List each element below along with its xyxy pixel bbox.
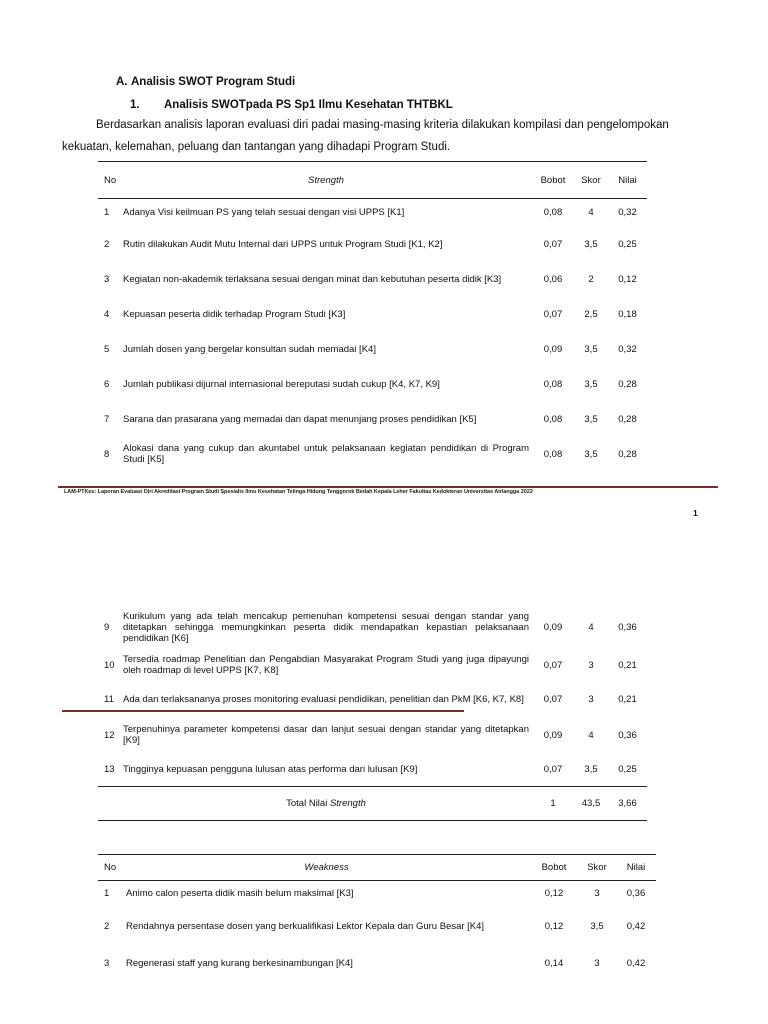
- subsection-heading-text: Analisis SWOTpada PS Sp1 Ilmu Kesehatan THTBKL: [164, 99, 453, 111]
- row-bobot: 0,07: [543, 694, 563, 705]
- intro-paragraph: Berdasarkan analisis laporan evaluasi diri padai masing-masing kriteria dilakukan kompilasi dan pengelompokan kekuatan, kelemahan, peluang dan tantangan yang dihadapi Program Studi.: [62, 119, 669, 153]
- row-skor: 3,5: [590, 921, 604, 932]
- row-skor: 3,5: [584, 378, 598, 390]
- row-number: 5: [104, 343, 110, 355]
- row-nilai: 0,18: [618, 308, 637, 320]
- row-number: 11: [104, 694, 114, 705]
- strength-table-header: [98, 162, 647, 199]
- total-label-em: Strength: [329, 797, 366, 809]
- row-skor: 3: [594, 888, 600, 900]
- row-bobot: 0,09: [543, 621, 563, 633]
- row-bobot: 0,07: [543, 308, 563, 320]
- row-nilai: 0,36: [626, 888, 646, 900]
- table-row: [98, 199, 647, 227]
- total-skor: 43,5: [581, 797, 601, 809]
- section-heading-number: A.: [116, 76, 128, 88]
- table-row: [98, 648, 647, 682]
- row-nilai: 0,42: [626, 958, 646, 969]
- row-skor: 3,5: [584, 238, 598, 250]
- row-description: Tersedia roadmap Penelitian dan Pengabdian Masyarakat Program Studi yang juga dipayungi oleh roadmap di level UPPS [K7, K8]: [123, 654, 529, 676]
- row-description: Animo calon peserta didik masih belum maksimal [K3]: [126, 888, 354, 900]
- row-bobot: 0,07: [543, 763, 563, 775]
- col-header-skor: Skor: [587, 862, 607, 873]
- row-number: 2: [104, 238, 110, 250]
- row-number: 7: [104, 413, 110, 425]
- row-number: 8: [104, 448, 110, 460]
- col-header-strength: Strength: [308, 174, 344, 186]
- row-nilai: 0,21: [618, 659, 637, 671]
- row-skor: 3,5: [584, 448, 598, 460]
- row-nilai: 0,25: [618, 763, 637, 775]
- row-bobot: 0,06: [543, 273, 563, 285]
- row-bobot: 0,07: [543, 659, 563, 671]
- table-row: [98, 753, 647, 786]
- row-bobot: 0,12: [544, 921, 564, 932]
- row-nilai: 0,36: [618, 729, 637, 741]
- row-number: 3: [104, 958, 110, 969]
- row-nilai: 0,32: [618, 207, 637, 219]
- strikethrough-line: [62, 710, 464, 712]
- strength-table-page1: [98, 161, 647, 472]
- row-nilai: 0,28: [618, 413, 637, 425]
- table-row: [98, 332, 647, 367]
- table-row: [98, 367, 647, 402]
- table-row: [98, 717, 647, 753]
- row-bobot: 0,09: [543, 729, 563, 741]
- row-nilai: 0,25: [618, 238, 637, 250]
- col-header-bobot: Bobot: [540, 174, 566, 186]
- row-description: Terpenuhinya parameter kompetensi dasar dan lanjut sesuai dengan standar yang ditetapkan [K9]: [123, 724, 529, 746]
- row-number: 10: [104, 659, 115, 671]
- col-header-no: No: [104, 174, 117, 186]
- footer-text: LAM-PTKes: Laporan Evaluasi Diri Akreditasi Program Studi Spesialis Ilmu Kesehatan Telinga Hidung Tenggorok Bedah Kepala Leher Fakultas Kedokteran Universitas Airlangga 2022: [64, 489, 533, 495]
- table-row: [98, 297, 647, 332]
- col-header-no: No: [104, 862, 117, 873]
- total-label: [120, 786, 532, 820]
- col-header-weakness: Weakness: [304, 862, 349, 873]
- row-number: 1: [104, 888, 110, 900]
- row-skor: 3: [594, 958, 600, 969]
- row-bobot: 0,12: [544, 888, 564, 900]
- row-nilai: 0,28: [618, 378, 637, 390]
- row-number: 3: [104, 273, 110, 285]
- col-header-nilai: Nilai: [626, 862, 646, 873]
- row-bobot: 0,08: [543, 378, 563, 390]
- subsection-heading: [130, 99, 453, 111]
- table-row: [98, 437, 647, 472]
- table-row: [98, 881, 656, 907]
- row-nilai: 0,12: [618, 273, 637, 285]
- row-description: Regenerasi staff yang kurang berkesinambungan [K4]: [126, 958, 353, 969]
- row-bobot: 0,07: [543, 238, 563, 250]
- row-number: 1: [104, 207, 110, 219]
- row-nilai: 0,36: [618, 621, 637, 633]
- row-skor: 3,5: [584, 763, 598, 775]
- row-bobot: 0,14: [544, 958, 564, 969]
- row-description: Rutin dilakukan Audit Mutu Internal dari UPPS untuk Program Studi [K1, K2]: [123, 238, 443, 250]
- row-skor: 2,5: [584, 308, 598, 320]
- row-skor: 3: [588, 694, 594, 705]
- row-description: Rendahnya persentase dosen yang berkualifikasi Lektor Kepala dan Guru Besar [K4]: [126, 921, 485, 932]
- row-nilai: 0,32: [618, 343, 637, 355]
- row-number: 13: [104, 763, 115, 775]
- row-description: Jumlah publikasi dijurnal internasional bereputasi sudah cukup [K4, K7, K9]: [123, 378, 440, 390]
- row-bobot: 0,08: [543, 448, 563, 460]
- row-description: Sarana dan prasarana yang memadai dan dapat menunjang proses pendidikan [K5]: [123, 413, 477, 425]
- row-number: 2: [104, 921, 110, 932]
- strength-total-row: [98, 786, 647, 820]
- total-spacer: [98, 786, 120, 820]
- subsection-heading-number: 1.: [130, 99, 140, 111]
- row-description: Kurikulum yang ada telah mencakup pemenuhan kompetensi sesuai dengan standar yang ditetapkan sehingga memungkinkan peserta didik mendapatkan kepastian pelaksanaan pendidikan [K6]: [123, 610, 529, 644]
- row-skor: 4: [588, 729, 594, 741]
- weakness-table-header: [98, 855, 656, 881]
- table-row: [98, 402, 647, 437]
- row-description: Jumlah dosen yang bergelar konsultan sudah memadai [K4]: [123, 343, 376, 355]
- weakness-table: [98, 854, 656, 981]
- row-nilai: 0,21: [618, 694, 637, 705]
- strength-table-page2: [98, 606, 647, 821]
- total-nilai: 3,66: [618, 797, 637, 809]
- table-row: [98, 947, 656, 981]
- footer-divider: [58, 486, 718, 488]
- row-nilai: 0,28: [618, 448, 637, 460]
- row-skor: 4: [588, 621, 594, 633]
- row-description: Adanya Visi keilmuan PS yang telah sesuai dengan visi UPPS [K1]: [123, 207, 405, 219]
- col-header-bobot: Bobot: [541, 862, 567, 873]
- row-number: 6: [104, 378, 110, 390]
- row-number: 12: [104, 729, 115, 741]
- row-skor: 3,5: [584, 343, 598, 355]
- row-bobot: 0,08: [543, 413, 563, 425]
- row-number: 9: [104, 621, 110, 633]
- table-row: [98, 262, 647, 297]
- col-header-skor: Skor: [581, 174, 601, 186]
- row-skor: 3,5: [584, 413, 598, 425]
- table-row: [98, 606, 647, 648]
- row-description: Kegiatan non-akademik terlaksana sesuai dengan minat dan kebutuhan peserta didik [K3]: [123, 273, 502, 285]
- row-skor: 2: [588, 273, 594, 285]
- row-bobot: 0,08: [543, 207, 563, 219]
- row-description: Tingginya kepuasan pengguna lulusan atas performa dari lulusan [K9]: [123, 763, 418, 775]
- table-row: [98, 227, 647, 262]
- page-number: 1: [693, 508, 698, 518]
- total-label-text: Total Nilai: [286, 797, 328, 809]
- total-bobot: 1: [550, 797, 556, 809]
- row-bobot: 0,09: [543, 343, 563, 355]
- row-skor: 4: [588, 207, 594, 219]
- row-description: Ada dan terlaksananya proses monitoring evaluasi pendidikan, penelitian dan PkM [K6, K7, K8]: [123, 694, 524, 705]
- section-heading: [116, 76, 295, 88]
- row-description: Kepuasan peserta didik terhadap Program Studi [K3]: [123, 308, 346, 320]
- col-header-nilai: Nilai: [618, 174, 637, 186]
- row-description: Alokasi dana yang cukup dan akuntabel untuk pelaksanaan kegiatan pendidikan di Program Studi [K5]: [123, 443, 529, 465]
- row-nilai: 0,42: [626, 921, 646, 932]
- section-heading-text: Analisis SWOT Program Studi: [131, 76, 296, 88]
- table-row: [98, 907, 656, 947]
- row-skor: 3: [588, 659, 594, 671]
- row-number: 4: [104, 308, 110, 320]
